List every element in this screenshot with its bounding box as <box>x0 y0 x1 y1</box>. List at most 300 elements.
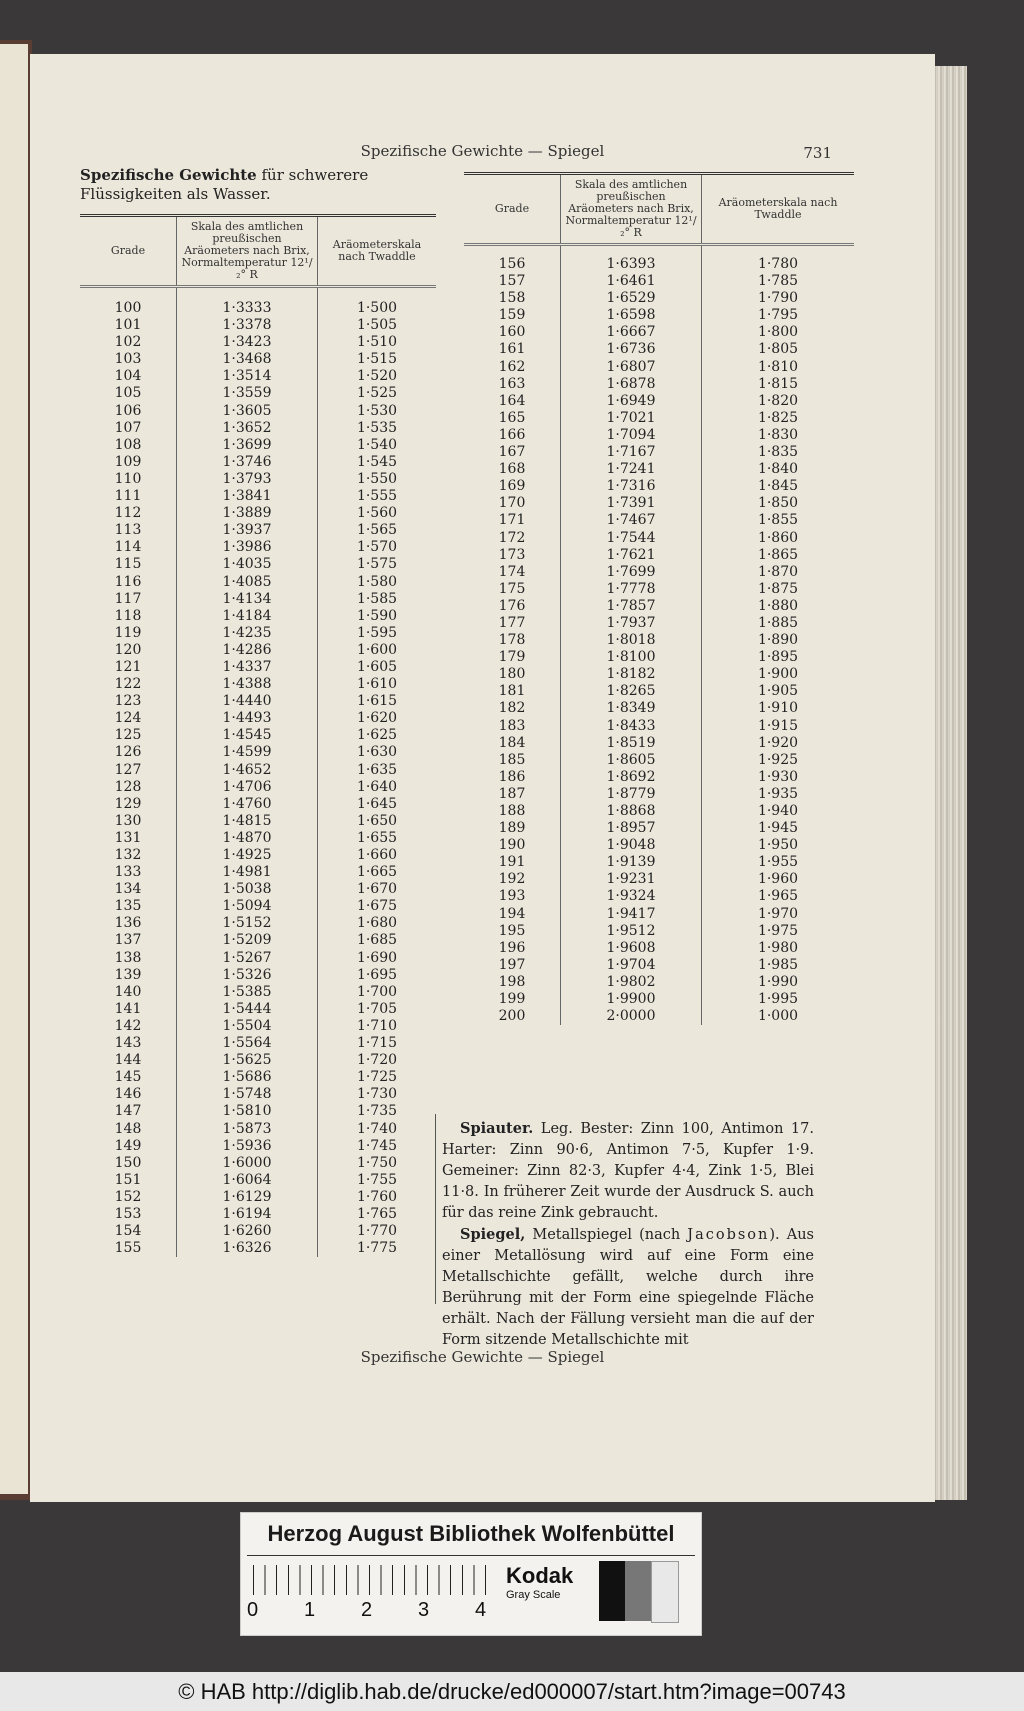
cell-grade: 153 <box>114 1205 142 1222</box>
cell-twaddle: 1·960 <box>702 871 855 888</box>
cell-grade: 196 <box>498 939 526 956</box>
cell-brix: 1·7391 <box>561 495 702 512</box>
cell-brix: 1·8957 <box>561 820 702 837</box>
cell-twaddle: 1·610 <box>318 676 437 693</box>
cell-grade: 191 <box>498 854 526 871</box>
cell-twaddle: 1·975 <box>702 923 855 940</box>
card-divider <box>247 1555 695 1556</box>
cell-brix: 1·8605 <box>561 752 702 769</box>
table-row <box>80 710 436 727</box>
cell-twaddle: 1·745 <box>318 1138 437 1155</box>
cell-grade: 174 <box>498 563 526 580</box>
cell-twaddle: 1·820 <box>702 393 855 410</box>
cell-twaddle: 1·560 <box>318 505 437 522</box>
table-row <box>80 796 436 813</box>
table-row <box>80 1052 436 1069</box>
cell-twaddle: 1·760 <box>318 1189 437 1206</box>
table-row <box>464 478 854 495</box>
header-twaddle: Aräometerskala nach Twaddle <box>318 216 437 287</box>
cell-grade: 186 <box>498 768 526 785</box>
cell-brix: 1·8018 <box>561 632 702 649</box>
cell-grade: 130 <box>114 812 142 829</box>
cell-twaddle: 1·645 <box>318 796 437 813</box>
cell-twaddle: 1·510 <box>318 334 437 351</box>
cell-brix: 1·5038 <box>177 881 318 898</box>
cell-grade: 172 <box>498 529 526 546</box>
cell-twaddle: 1·600 <box>318 642 437 659</box>
cell-grade: 149 <box>114 1137 142 1154</box>
cell-brix: 1·4235 <box>177 625 318 642</box>
table-row <box>80 779 436 796</box>
cell-brix: 1·8349 <box>561 700 702 717</box>
table-row <box>80 984 436 1001</box>
table-row <box>80 1240 436 1257</box>
cell-grade: 139 <box>114 966 142 983</box>
table-row <box>464 957 854 974</box>
table-row <box>464 820 854 837</box>
cell-brix: 1·7021 <box>561 410 702 427</box>
cell-twaddle: 1·525 <box>318 385 437 402</box>
cell-brix: 1·4134 <box>177 591 318 608</box>
cell-brix: 1·3333 <box>177 287 318 318</box>
cell-grade: 104 <box>114 368 142 385</box>
table-row <box>80 454 436 471</box>
table-row <box>80 574 436 591</box>
cell-twaddle: 1·505 <box>318 317 437 334</box>
table-row <box>80 1172 436 1189</box>
cell-twaddle: 1·970 <box>702 906 855 923</box>
cell-grade: 132 <box>114 847 142 863</box>
header-brix: Skala des amtlichen preußischen Aräometers nach Brix, Normaltemperatur 12¹/₂° R <box>177 216 318 287</box>
cell-twaddle: 1·930 <box>702 769 855 786</box>
cell-brix: 1·9704 <box>561 957 702 974</box>
cell-brix: 1·5873 <box>177 1121 318 1138</box>
cell-brix: 1·7241 <box>561 461 702 478</box>
cell-grade: 125 <box>114 727 142 744</box>
table-row <box>80 539 436 556</box>
table-row <box>80 762 436 779</box>
cell-grade: 110 <box>114 470 142 487</box>
table-row <box>80 420 436 437</box>
cell-twaddle: 1·555 <box>318 488 437 505</box>
table-row <box>464 341 854 358</box>
article-text <box>442 1118 814 1351</box>
table-row <box>80 1138 436 1155</box>
cell-brix: 1·5209 <box>177 932 318 949</box>
cell-brix: 1·3559 <box>177 385 318 402</box>
cell-grade: 116 <box>114 573 142 590</box>
cell-twaddle: 1·580 <box>318 574 437 591</box>
cell-brix: 1·9608 <box>561 940 702 957</box>
table-row <box>80 1069 436 1086</box>
cell-twaddle: 1·910 <box>702 700 855 717</box>
cell-grade: 162 <box>498 358 526 375</box>
cell-grade: 114 <box>114 539 142 556</box>
cell-twaddle: 1·570 <box>318 539 437 556</box>
cell-twaddle: 1·520 <box>318 368 437 385</box>
cell-brix: 1·4388 <box>177 676 318 693</box>
cell-grade: 197 <box>498 956 526 973</box>
table-row <box>464 245 854 274</box>
table-row <box>464 906 854 923</box>
cell-twaddle: 1·665 <box>318 864 437 881</box>
table-row <box>464 581 854 598</box>
cell-grade: 136 <box>114 915 142 932</box>
table-row <box>464 700 854 717</box>
cell-brix: 1·9512 <box>561 923 702 940</box>
cell-grade: 200 <box>498 1008 526 1025</box>
cell-brix: 1·6000 <box>177 1155 318 1172</box>
table-row <box>464 923 854 940</box>
cell-grade: 121 <box>114 658 142 675</box>
cell-brix: 1·4545 <box>177 727 318 744</box>
table-row <box>464 290 854 307</box>
table-row <box>464 803 854 820</box>
cell-brix: 1·8868 <box>561 803 702 820</box>
cell-grade: 171 <box>498 512 526 529</box>
cell-grade: 159 <box>498 307 526 324</box>
table-row <box>80 915 436 932</box>
cell-brix: 1·3423 <box>177 334 318 351</box>
table-row <box>464 974 854 991</box>
cell-twaddle: 1·605 <box>318 659 437 676</box>
cell-grade: 189 <box>498 820 526 837</box>
cell-brix: 1·6949 <box>561 393 702 410</box>
cell-grade: 161 <box>498 341 526 358</box>
swatch-gray <box>625 1561 651 1621</box>
cell-twaddle: 1·535 <box>318 420 437 437</box>
cell-grade: 157 <box>498 273 526 290</box>
cell-brix: 1·3889 <box>177 505 318 522</box>
cell-brix: 1·9139 <box>561 854 702 871</box>
cell-grade: 156 <box>498 256 526 272</box>
cell-grade: 173 <box>498 546 526 563</box>
cell-twaddle: 1·615 <box>318 693 437 710</box>
cell-grade: 106 <box>114 402 142 419</box>
cell-brix: 1·3514 <box>177 368 318 385</box>
entry-body: Metallspiegel (nach <box>525 1227 688 1243</box>
cell-brix: 1·7094 <box>561 427 702 444</box>
cell-grade: 103 <box>114 351 142 368</box>
cell-brix: 1·9417 <box>561 906 702 923</box>
cell-grade: 166 <box>498 426 526 443</box>
table-row <box>80 351 436 368</box>
cell-twaddle: 1·785 <box>702 273 855 290</box>
entry-title: Spiegel, <box>460 1226 526 1243</box>
cell-brix: 1·4184 <box>177 608 318 625</box>
cell-brix: 1·3841 <box>177 488 318 505</box>
cell-brix: 1·4652 <box>177 762 318 779</box>
cell-brix: 1·6260 <box>177 1223 318 1240</box>
cell-grade: 154 <box>114 1223 142 1240</box>
table-row <box>464 666 854 683</box>
cell-brix: 1·4870 <box>177 830 318 847</box>
cell-grade: 168 <box>498 461 526 478</box>
cell-twaddle: 1·800 <box>702 324 855 341</box>
cell-twaddle: 1·830 <box>702 427 855 444</box>
cell-brix: 1·6326 <box>177 1240 318 1257</box>
cell-twaddle: 1·795 <box>702 307 855 324</box>
cell-twaddle: 1·590 <box>318 608 437 625</box>
cell-brix: 1·7699 <box>561 564 702 581</box>
cell-twaddle: 1·730 <box>318 1086 437 1103</box>
kodak-logo: Kodak <box>506 1563 574 1588</box>
cell-twaddle: 1·985 <box>702 957 855 974</box>
table-row <box>464 393 854 410</box>
table-row <box>464 632 854 649</box>
ruler-number: 2 <box>361 1599 373 1621</box>
running-head: Spezifische Gewichte — Spiegel <box>360 142 605 160</box>
cell-grade: 182 <box>498 700 526 717</box>
table-row <box>80 608 436 625</box>
table-row <box>80 1223 436 1240</box>
cell-brix: 1·7778 <box>561 581 702 598</box>
table-row <box>80 830 436 847</box>
cell-grade: 138 <box>114 949 142 966</box>
table-row <box>80 1086 436 1103</box>
cell-twaddle: 1·905 <box>702 683 855 700</box>
cell-grade: 128 <box>114 778 142 795</box>
cell-brix: 1·9900 <box>561 991 702 1008</box>
table-row <box>80 505 436 522</box>
cell-twaddle: 1·815 <box>702 376 855 393</box>
cell-twaddle: 1·700 <box>318 984 437 1001</box>
cell-twaddle: 1·845 <box>702 478 855 495</box>
cell-twaddle: 1·635 <box>318 762 437 779</box>
cell-twaddle: 1·515 <box>318 351 437 368</box>
table-row <box>80 368 436 385</box>
cell-brix: 1·3652 <box>177 420 318 437</box>
cell-twaddle: 1·650 <box>318 813 437 830</box>
cell-twaddle: 1·780 <box>702 245 855 274</box>
cell-brix: 1·6878 <box>561 376 702 393</box>
table-row <box>80 847 436 864</box>
cell-twaddle: 1·000 <box>702 1008 855 1025</box>
footer-head: Spezifische Gewichte — Spiegel <box>360 1348 605 1366</box>
cell-grade: 169 <box>498 478 526 495</box>
table-row <box>464 376 854 393</box>
cell-twaddle: 1·920 <box>702 735 855 752</box>
ruler-number: 4 <box>475 1599 487 1621</box>
entry-spiauter <box>442 1118 814 1224</box>
table-row <box>80 625 436 642</box>
cell-brix: 1·3468 <box>177 351 318 368</box>
cell-grade: 120 <box>114 641 142 658</box>
cell-brix: 2·0000 <box>561 1008 702 1025</box>
cell-twaddle: 1·915 <box>702 718 855 735</box>
cell-twaddle: 1·735 <box>318 1103 437 1120</box>
cell-brix: 1·6529 <box>561 290 702 307</box>
swatch-black <box>599 1561 625 1621</box>
cell-grade: 181 <box>498 683 526 700</box>
cell-grade: 143 <box>114 1035 142 1052</box>
cell-twaddle: 1·685 <box>318 932 437 949</box>
cell-brix: 1·5326 <box>177 967 318 984</box>
cell-brix: 1·3986 <box>177 539 318 556</box>
left-column <box>80 166 436 1257</box>
cell-grade: 129 <box>114 795 142 812</box>
cell-twaddle: 1·900 <box>702 666 855 683</box>
cell-brix: 1·5094 <box>177 898 318 915</box>
cell-brix: 1·7857 <box>561 598 702 615</box>
cell-grade: 150 <box>114 1154 142 1171</box>
cell-brix: 1·4440 <box>177 693 318 710</box>
library-name: Herzog August Bibliothek Wolfenbüttel <box>267 1521 675 1546</box>
cell-brix: 1·5686 <box>177 1069 318 1086</box>
cell-twaddle: 1·885 <box>702 615 855 632</box>
swatch-white <box>651 1561 679 1623</box>
cell-twaddle: 1·675 <box>318 898 437 915</box>
table-row <box>80 1155 436 1172</box>
cell-grade: 101 <box>114 317 142 334</box>
table-row <box>80 693 436 710</box>
table-row <box>464 837 854 854</box>
cell-twaddle: 1·945 <box>702 820 855 837</box>
cell-grade: 179 <box>498 649 526 666</box>
page-number: 731 <box>803 144 832 162</box>
cell-grade: 131 <box>114 829 142 846</box>
table-row <box>464 359 854 376</box>
table-row <box>80 1035 436 1052</box>
table-row <box>464 1008 854 1025</box>
cell-brix: 1·4286 <box>177 642 318 659</box>
cell-grade: 140 <box>114 983 142 1000</box>
cell-grade: 190 <box>498 837 526 854</box>
table-row <box>80 488 436 505</box>
cell-brix: 1·8692 <box>561 769 702 786</box>
cell-twaddle: 1·865 <box>702 547 855 564</box>
header-brix: Skala des amtlichen preußischen Aräometers nach Brix, Normaltemperatur 12¹/₂° R <box>561 174 702 245</box>
cell-grade: 178 <box>498 632 526 649</box>
cell-brix: 1·4981 <box>177 864 318 881</box>
table-row <box>80 676 436 693</box>
cell-brix: 1·3746 <box>177 454 318 471</box>
cell-grade: 112 <box>114 505 142 522</box>
cell-twaddle: 1·940 <box>702 803 855 820</box>
cell-twaddle: 1·805 <box>702 341 855 358</box>
cell-twaddle: 1·565 <box>318 522 437 539</box>
cell-grade: 193 <box>498 888 526 905</box>
cell-grade: 167 <box>498 444 526 461</box>
cell-twaddle: 1·575 <box>318 556 437 573</box>
cell-grade: 108 <box>114 436 142 453</box>
cell-twaddle: 1·595 <box>318 625 437 642</box>
cell-twaddle: 1·835 <box>702 444 855 461</box>
cell-brix: 1·9231 <box>561 871 702 888</box>
cell-twaddle: 1·855 <box>702 512 855 529</box>
cell-grade: 199 <box>498 991 526 1008</box>
table-row <box>464 649 854 666</box>
cell-twaddle: 1·660 <box>318 847 437 864</box>
cell-twaddle: 1·715 <box>318 1035 437 1052</box>
cell-brix: 1·6064 <box>177 1172 318 1189</box>
previous-page-edge <box>0 44 28 1494</box>
table-row <box>80 864 436 881</box>
cell-twaddle: 1·825 <box>702 410 855 427</box>
cell-brix: 1·6129 <box>177 1189 318 1206</box>
cell-grade: 148 <box>114 1120 142 1137</box>
cell-grade: 175 <box>498 580 526 597</box>
cell-twaddle: 1·875 <box>702 581 855 598</box>
cell-grade: 142 <box>114 1017 142 1034</box>
cell-grade: 155 <box>114 1240 142 1257</box>
cell-twaddle: 1·630 <box>318 744 437 761</box>
table-row <box>80 403 436 420</box>
cell-brix: 1·4760 <box>177 796 318 813</box>
cell-grade: 117 <box>114 590 142 607</box>
cell-brix: 1·7937 <box>561 615 702 632</box>
table-row <box>80 1121 436 1138</box>
author-name: Jacobson <box>687 1227 770 1243</box>
cell-grade: 135 <box>114 898 142 915</box>
cell-twaddle: 1·710 <box>318 1018 437 1035</box>
cell-grade: 176 <box>498 597 526 614</box>
cell-twaddle: 1·680 <box>318 915 437 932</box>
cell-grade: 195 <box>498 922 526 939</box>
cell-grade: 105 <box>114 385 142 402</box>
cell-brix: 1·3378 <box>177 317 318 334</box>
cell-grade: 187 <box>498 785 526 802</box>
table-row <box>80 471 436 488</box>
cell-grade: 137 <box>114 932 142 949</box>
cell-brix: 1·9048 <box>561 837 702 854</box>
gray-scale-label: Gray Scale <box>506 1589 561 1601</box>
cell-twaddle: 1·950 <box>702 837 855 854</box>
cell-brix: 1·6393 <box>561 245 702 274</box>
table-row <box>464 735 854 752</box>
cell-brix: 1·7544 <box>561 530 702 547</box>
cell-twaddle: 1·870 <box>702 564 855 581</box>
table-row <box>464 871 854 888</box>
cell-grade: 194 <box>498 905 526 922</box>
copyright-text[interactable]: © HAB http://diglib.hab.de/drucke/ed000007/start.htm?image=00743 <box>178 1679 846 1704</box>
right-column <box>464 172 854 1025</box>
cell-grade: 158 <box>498 290 526 307</box>
cell-grade: 185 <box>498 751 526 768</box>
cell-grade: 107 <box>114 419 142 436</box>
cell-twaddle: 1·500 <box>318 287 437 318</box>
cell-grade: 118 <box>114 607 142 624</box>
cell-brix: 1·8265 <box>561 683 702 700</box>
cell-brix: 1·4493 <box>177 710 318 727</box>
table-row <box>464 786 854 803</box>
table-row <box>464 683 854 700</box>
table-row <box>464 615 854 632</box>
header-twaddle: Aräometerskala nach Twaddle <box>702 174 855 245</box>
cell-brix: 1·4599 <box>177 744 318 761</box>
cell-twaddle: 1·810 <box>702 359 855 376</box>
table-row <box>80 1001 436 1018</box>
cell-twaddle: 1·925 <box>702 752 855 769</box>
table-row <box>464 427 854 444</box>
cell-brix: 1·3793 <box>177 471 318 488</box>
cell-brix: 1·5936 <box>177 1138 318 1155</box>
table-row <box>80 932 436 949</box>
cell-brix: 1·5504 <box>177 1018 318 1035</box>
table-row <box>80 967 436 984</box>
cell-twaddle: 1·670 <box>318 881 437 898</box>
ruler-number: 0 <box>247 1599 259 1621</box>
cell-twaddle: 1·530 <box>318 403 437 420</box>
table-row <box>80 385 436 402</box>
entry-title: Spiauter. <box>460 1120 534 1137</box>
cell-brix: 1·6194 <box>177 1206 318 1223</box>
cell-twaddle: 1·765 <box>318 1206 437 1223</box>
cell-brix: 1·4337 <box>177 659 318 676</box>
cell-twaddle: 1·740 <box>318 1121 437 1138</box>
cell-brix: 1·3699 <box>177 437 318 454</box>
cell-twaddle: 1·545 <box>318 454 437 471</box>
